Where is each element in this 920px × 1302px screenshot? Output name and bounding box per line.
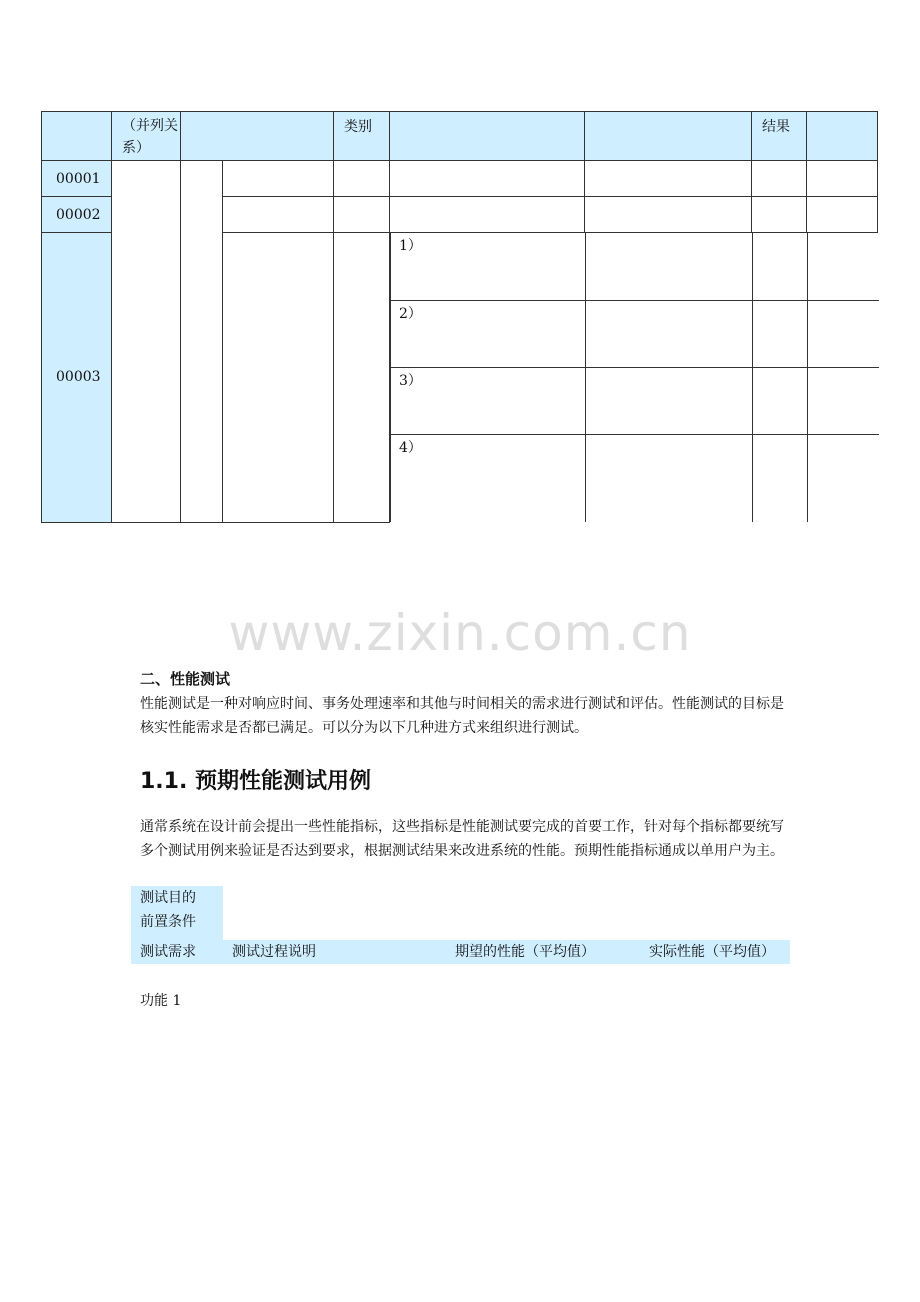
perf-precondition-label: 前置条件 <box>140 914 196 930</box>
row-id-00001: 00001 <box>42 161 112 197</box>
header-cell-blank-3 <box>585 112 752 161</box>
row-id-00002: 00002 <box>42 197 112 233</box>
section-intro: 性能测试是一种对响应时间、事务处理速率和其他与时间相关的需求进行测试和评估。性能测试的目标是核实性能需求是否都已满足。可以分为以下几种进方式来组织进行测试。 <box>140 696 784 736</box>
step-1: 1） <box>391 233 586 300</box>
step-row <box>391 367 879 434</box>
step-3: 3） <box>391 367 586 434</box>
table-cell <box>585 161 752 197</box>
table-cell <box>585 197 752 233</box>
table-cell <box>753 434 808 522</box>
table-cell <box>808 233 879 300</box>
step-4: 4） <box>391 434 586 522</box>
table-cell <box>390 161 585 197</box>
test-case-table <box>41 111 878 523</box>
step-row <box>391 300 879 367</box>
perf-header-row <box>131 940 790 964</box>
table-cell <box>223 233 334 523</box>
watermark: www.zixin.com.cn <box>228 604 692 662</box>
perf-header-process: 测试过程说明 <box>232 944 316 960</box>
table-cell <box>334 161 390 197</box>
table-cell <box>808 300 879 367</box>
table-row <box>42 161 878 197</box>
merged-cell-col2 <box>112 161 181 523</box>
header-cell-blank-4 <box>807 112 878 161</box>
header-cell-category <box>334 112 390 161</box>
table-cell <box>807 197 878 233</box>
table-cell <box>586 300 753 367</box>
header-cell-id <box>42 112 112 161</box>
section-title: 二、性能测试 <box>140 670 231 688</box>
table-cell <box>808 367 879 434</box>
table-cell <box>586 233 753 300</box>
table-cell <box>753 367 808 434</box>
perf-goal-cell <box>131 886 223 940</box>
subsection-heading: 1.1. 预期性能测试用例 <box>140 769 371 794</box>
header-result-label: 结果 <box>762 119 790 135</box>
merged-cell-col3 <box>181 161 223 523</box>
table-cell <box>223 161 334 197</box>
step-row <box>391 233 879 300</box>
header-relation-label: （并列关系） <box>122 118 178 156</box>
subsection-body: 通常系统在设计前会提出一些性能指标，这些指标是性能测试要完成的首要工作，针对每个指标都要统写多个测试用例来验证是否达到要求，根据测试结果来改进系统的性能。预期性能指标通成以单用户为主。 <box>140 819 784 859</box>
table-cell <box>586 434 753 522</box>
header-cell-result <box>752 112 807 161</box>
table-cell <box>808 434 879 522</box>
table-cell <box>334 197 390 233</box>
header-category-label: 类别 <box>344 119 372 135</box>
header-cell-blank-2 <box>390 112 585 161</box>
table-cell <box>807 161 878 197</box>
table-cell <box>334 233 390 523</box>
table-cell <box>586 367 753 434</box>
function-label: 功能 1 <box>140 993 182 1009</box>
perf-header-actual: 实际性能（平均值） <box>649 944 775 960</box>
perf-header-req: 测试需求 <box>140 944 196 960</box>
header-cell-relation <box>112 112 181 161</box>
perf-goal-label: 测试目的 <box>140 890 196 906</box>
steps-block <box>390 233 878 523</box>
steps-subtable <box>390 233 879 522</box>
table-cell <box>223 197 334 233</box>
table-cell <box>753 300 808 367</box>
row-id-00003: 00003 <box>42 233 112 523</box>
step-row <box>391 434 879 522</box>
header-cell-blank-1 <box>181 112 334 161</box>
table-cell <box>753 233 808 300</box>
perf-header-expected: 期望的性能（平均值） <box>455 944 595 960</box>
table-cell <box>752 161 807 197</box>
step-2: 2） <box>391 300 586 367</box>
table-header-row <box>42 112 878 161</box>
table-cell <box>752 197 807 233</box>
table-cell <box>390 197 585 233</box>
